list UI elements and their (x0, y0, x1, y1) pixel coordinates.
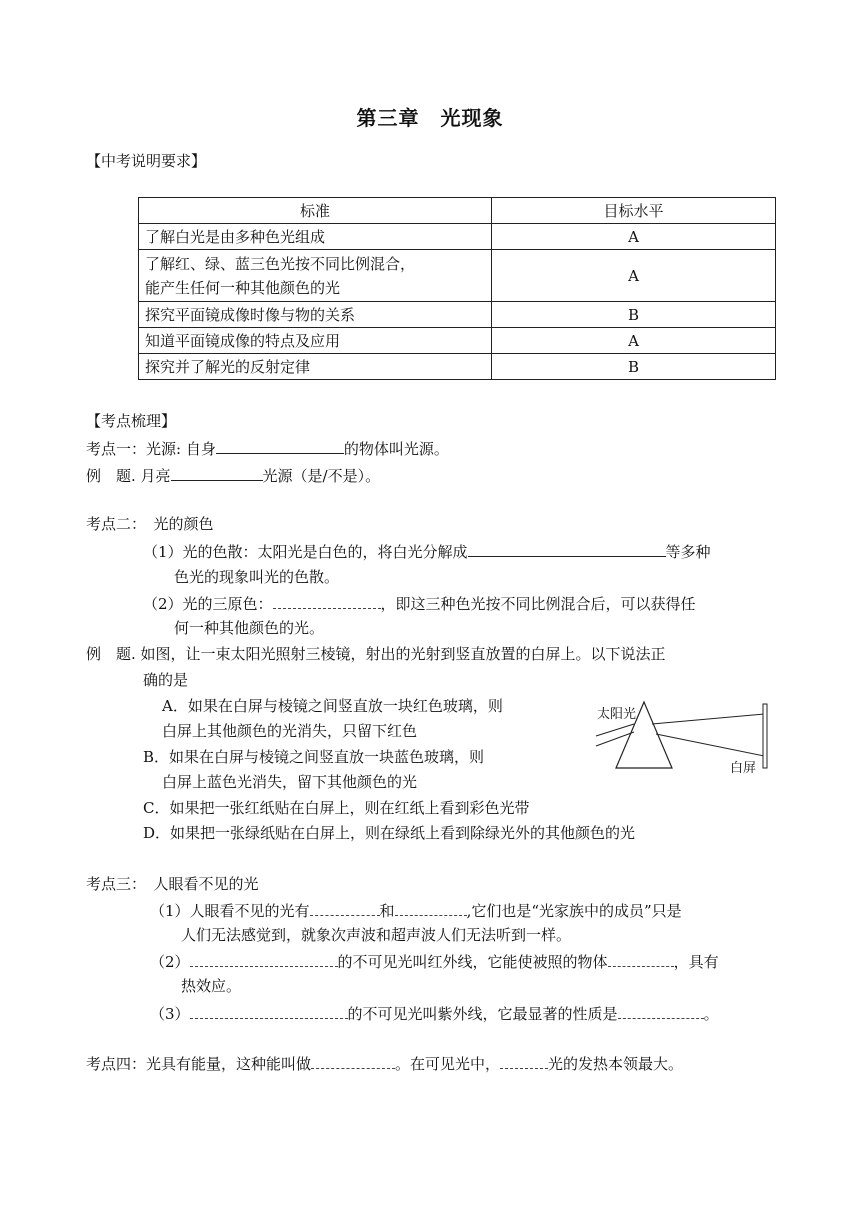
point4-text-c: 光的发热本领最大。 (548, 1055, 684, 1073)
table-cell-standard: 知道平面镜成像的特点及应用 (139, 328, 492, 354)
section-heading-points: 【考点梳理】 (86, 412, 177, 430)
option-a-line2: 白屏上其他颜色的光消失，只留下红色 (162, 722, 418, 740)
example2-line1: 例 题. 如图，让一束太阳光照射三棱镜，射出的光射到竖直放置的白屏上。以下说法正 (86, 645, 666, 663)
dispersed-ray-upper (652, 714, 764, 724)
point2-item2-text-b: ，即这三种色光按不同比例混合后，可以获得任 (380, 595, 696, 613)
example1-line (86, 465, 380, 486)
point1-blank[interactable] (216, 438, 344, 454)
option-d: D．如果把一张绿纸贴在白屏上，则在绿纸上看到除绿光外的其他颜色的光 (143, 824, 636, 842)
point3-item2-line2: 热效应。 (181, 977, 242, 995)
point3-item2-blank2[interactable] (608, 951, 674, 967)
point1-text-b: 的物体叫光源。 (343, 440, 449, 458)
point2-item1-blank[interactable] (468, 541, 666, 557)
point3-item2-text-c: ，具有 (673, 953, 719, 971)
point1-text-a: 考点一：光源: 自身 (86, 440, 216, 458)
table-header-row (139, 198, 776, 224)
prism-figure (594, 694, 774, 774)
standards-table (138, 197, 776, 380)
table-header-level: 目标水平 (492, 198, 776, 224)
point3-item3-blank2[interactable] (618, 1003, 704, 1019)
point3-item3-text-c: 。 (703, 1005, 719, 1023)
point4-text-a: 考点四：光具有能量，这种能叫做 (86, 1055, 312, 1073)
point2-item1-text-a: （1）光的色散：太阳光是白色的，将白光分解成 (143, 543, 468, 561)
table-header-standard: 标准 (139, 198, 492, 224)
option-b-line2: 白屏上蓝色光消失，留下其他颜色的光 (162, 773, 418, 791)
option-c: C．如果把一张红纸贴在白屏上，则在红纸上看到彩色光带 (143, 799, 530, 817)
point1-line (86, 438, 449, 459)
point3-item1-text-b: 和 (379, 902, 395, 920)
point2-item2-blank[interactable] (273, 593, 381, 609)
table-cell-level: A (492, 224, 776, 250)
point3-item1-blank1[interactable] (310, 900, 380, 916)
white-screen (763, 704, 767, 768)
table-row (139, 250, 776, 302)
point3-item3-line (150, 1003, 719, 1024)
point3-item3-text-b: 的不可见光叫紫外线，它最显著的性质是 (347, 1005, 618, 1023)
table-row (139, 302, 776, 328)
point2-item2-text-a: （2）光的三原色： (143, 595, 273, 613)
example1-text-b: 光源（是/不是）。 (262, 467, 381, 485)
point2-item1-line1 (143, 541, 711, 562)
point2-item2-line2: 何一种其他颜色的光。 (174, 619, 325, 637)
point3-item2-text-a: （2） (150, 953, 190, 971)
point3-item3-blank1[interactable] (190, 1003, 348, 1019)
point4-blank1[interactable] (311, 1053, 395, 1069)
point3-heading: 考点三： 人眼看不见的光 (86, 875, 259, 893)
table-cell-standard: 探究并了解光的反射定律 (139, 354, 492, 380)
page-title: 第三章 光现象 (356, 106, 504, 130)
table-cell-standard-line2: 能产生任何一种其他颜色的光 (145, 278, 341, 297)
point3-item1-text-c: ,它们也是“光家族中的成员”只是 (466, 902, 682, 920)
label-sunlight: 太阳光 (597, 707, 637, 722)
point3-item2-text-b: 的不可见光叫红外线，它能使被照的物体 (337, 953, 608, 971)
table-cell-level: B (492, 354, 776, 380)
point3-item2-line1 (150, 951, 719, 972)
table-cell-standard (139, 250, 492, 302)
section-heading-requirements: 【中考说明要求】 (86, 152, 207, 170)
table-cell-level: B (492, 302, 776, 328)
point4-text-b: 。在可见光中， (395, 1055, 501, 1073)
table-cell-level: A (492, 250, 776, 302)
point2-item1-text-b: 等多种 (665, 543, 711, 561)
table-cell-standard-line1: 了解红、绿、蓝三色光按不同比例混合， (145, 254, 416, 273)
point3-item1-line2: 人们无法感觉到，就象次声波和超声波人们无法听到一样。 (181, 926, 572, 944)
point4-line (86, 1053, 683, 1074)
point4-blank2[interactable] (500, 1053, 548, 1069)
point3-item1-text-a: （1）人眼看不见的光有 (150, 902, 310, 920)
point3-item1-blank2[interactable] (395, 900, 467, 916)
option-a-line1: A．如果在白屏与棱镜之间竖直放一块红色玻璃，则 (162, 697, 503, 715)
table-cell-standard: 探究平面镜成像时像与物的关系 (139, 302, 492, 328)
point2-heading: 考点二： 光的颜色 (86, 515, 214, 533)
point2-item1-line2: 色光的现象叫光的色散。 (174, 568, 340, 586)
table-row (139, 328, 776, 354)
point3-item2-blank1[interactable] (190, 951, 338, 967)
dispersed-ray-lower (656, 734, 764, 756)
table-cell-level: A (492, 328, 776, 354)
example1-text-a: 例 题. 月亮 (86, 467, 171, 485)
table-row (139, 224, 776, 250)
option-b-line1: B．如果在白屏与棱镜之间竖直放一块蓝色玻璃，则 (143, 748, 485, 766)
label-screen: 白屏 (730, 761, 757, 774)
example2-line2: 确的是 (143, 671, 189, 689)
table-cell-standard: 了解白光是由多种色光组成 (139, 224, 492, 250)
table-row (139, 354, 776, 380)
point3-item1-line1 (150, 900, 682, 921)
point2-item2-line1 (143, 593, 696, 614)
example1-blank[interactable] (171, 465, 263, 481)
point3-item3-text-a: （3） (150, 1005, 190, 1023)
